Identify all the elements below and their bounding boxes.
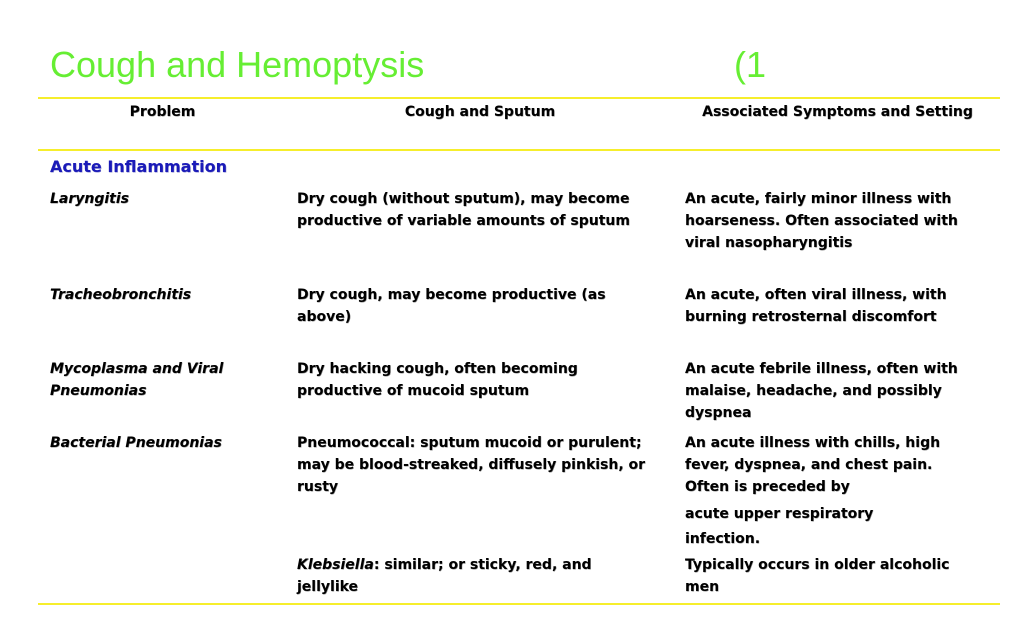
associated-cell: Typically occurs in older alcoholic men xyxy=(685,557,950,595)
cough-cell xyxy=(297,554,627,598)
problem-cell: Bacterial Pneumonias xyxy=(50,435,222,451)
header-rule xyxy=(38,149,1000,151)
section-heading: Acute Inflammation xyxy=(50,157,227,176)
cough-text: : similar; or sticky, red, and jellylike xyxy=(297,557,592,595)
associated-cell: An acute febrile illness, often with malaise, headache, and possibly dyspnea xyxy=(685,361,958,421)
header-problem: Problem xyxy=(129,104,196,120)
cough-cell: Dry hacking cough, often becoming productive of mucoid sputum xyxy=(297,361,578,399)
problem-cell: Mycoplasma and Viral Pneumonias xyxy=(50,361,224,399)
problem-cell: Tracheobronchitis xyxy=(50,287,192,303)
cough-cell: Pneumococcal: sputum mucoid or purulent; may be blood-streaked, diffusely pinkish, or rusty xyxy=(297,435,646,495)
associated-cell: An acute, often viral illness, with burning retrosternal discomfort xyxy=(685,287,947,325)
bottom-rule xyxy=(38,603,1000,605)
top-rule xyxy=(38,97,1000,99)
problem-cell: Laryngitis xyxy=(50,191,130,207)
header-associated-symptoms: Associated Symptoms and Setting xyxy=(702,104,973,120)
title-suffix: (1 xyxy=(734,44,767,85)
organism-name: Klebsiella xyxy=(297,557,374,573)
cough-cell: Dry cough, may become productive (as above) xyxy=(297,287,606,325)
associated-cell: An acute, fairly minor illness with hoarseness. Often associated with viral nasopharyngitis xyxy=(685,191,958,251)
header-cough-sputum: Cough and Sputum xyxy=(404,104,556,120)
associated-cell-continued: acute upper respiratory xyxy=(685,506,874,522)
associated-cell-continued: infection. xyxy=(685,531,761,547)
cough-cell: Dry cough (without sputum), may become productive of variable amounts of sputum xyxy=(297,191,630,229)
associated-cell: An acute illness with chills, high fever, dyspnea, and chest pain. Often is preceded by xyxy=(685,435,941,495)
page-title: Cough and Hemoptysis xyxy=(50,44,425,85)
